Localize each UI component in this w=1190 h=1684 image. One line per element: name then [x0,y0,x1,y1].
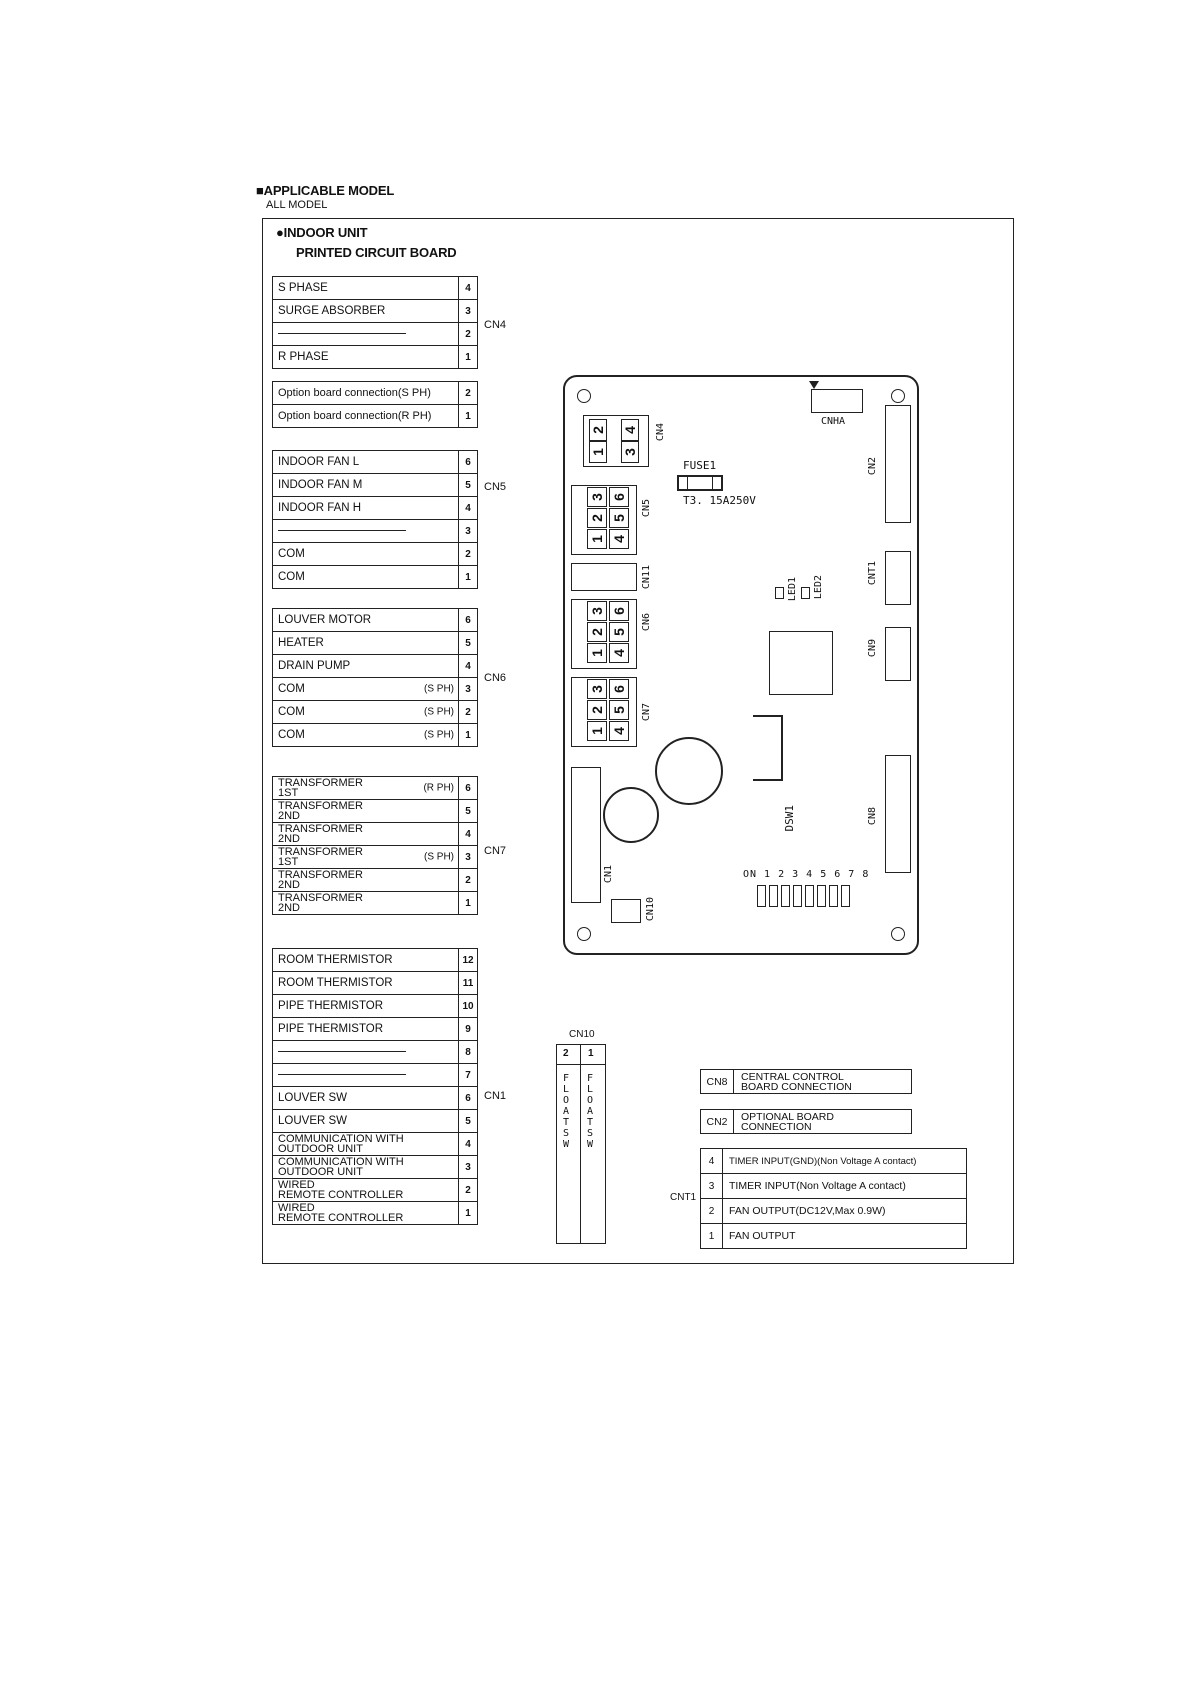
cn7-label-line1: TRANSFORMER [278,846,363,858]
cn1-label-line1: WIRED [278,1202,315,1214]
cn1-table [272,948,478,1225]
fuse-cap-line [687,477,688,489]
option-label: Option board connection(R PH) [273,405,459,428]
unit-subtitle: PRINTED CIRCUIT BOARD [296,245,457,260]
cn5-label: INDOOR FAN H [273,497,459,520]
cn6-pin-box [609,622,629,642]
cn4-row [273,323,478,346]
cn7-pin-number: 5 [610,706,627,714]
cn5-pin-box [609,487,629,507]
cn4-pin-box [589,441,607,463]
cn1-pin: 10 [459,995,478,1018]
cn1-label: ROOM THERMISTOR [273,949,459,972]
cnha-label: CNHA [821,416,846,427]
option-pin: 2 [459,382,478,405]
phase-tag: (S PH) [424,706,454,718]
cn6-label: HEATER [273,632,459,655]
cn7-pin-number: 4 [610,727,627,735]
cn7-label-line1: TRANSFORMER [278,823,363,835]
fuse-component [677,475,723,491]
dip-switch-toggle [793,885,802,907]
cn6-pin: 6 [459,609,478,632]
cn6-pin-box [609,601,629,621]
cn1-cell [273,1156,459,1179]
cn1-empty-label [273,1064,459,1087]
cn7-cell [273,892,459,915]
cn5-table [272,450,478,589]
phase-tag: (R PH) [423,782,454,794]
option-pin: 1 [459,405,478,428]
cn5-pin-number: 3 [588,493,605,501]
fuse-rating: T3. 15A250V [683,494,756,507]
cn4-row [273,300,478,323]
cn1-pin: 5 [459,1110,478,1133]
cn7-pin-box [587,700,607,720]
dip-switch-toggle [805,885,814,907]
cn4-row [273,346,478,369]
cn1-label-line2: REMOTE CONTROLLER [278,1212,404,1224]
cn7-label-line1: TRANSFORMER [278,777,363,789]
pin1-marker-icon [809,381,819,389]
cn7-label-line2: 1ST [278,856,299,868]
cn7-cell [273,823,459,846]
cn5-pin-box [587,529,607,549]
dip-switch-toggle [817,885,826,907]
cn5-pin-box [609,529,629,549]
cn1-pin: 2 [459,1179,478,1202]
cn6-pin-box [587,622,607,642]
cnt1-connector-label: CNT1 [670,1192,697,1203]
cn5-pin: 2 [459,543,478,566]
cn5-pin: 5 [459,474,478,497]
cn5-pin-number: 5 [610,514,627,522]
cn5-pin-number: 4 [610,535,627,543]
cn4-row [273,277,478,300]
mount-hole [891,389,905,403]
mount-hole [577,389,591,403]
cn7-pin: 3 [459,846,478,869]
cn2-desc-line1: OPTIONAL BOARD [741,1111,834,1123]
cn6-pin: 5 [459,632,478,655]
mount-hole [891,927,905,941]
cn7-pin-number: 1 [588,727,605,735]
applicable-model-value: ALL MODEL [266,199,328,211]
cn6-pin: 3 [459,678,478,701]
cn11-board-connector [571,563,637,591]
cn1-label: LOUVER SW [273,1110,459,1133]
cn7-connector-label: CN7 [484,845,507,857]
dip-switch-toggle [829,885,838,907]
cn7-label-line2: 2ND [278,833,301,845]
cn5-pin-box [587,508,607,528]
cn10-divider [580,1045,581,1243]
cn7-pin-box [609,721,629,741]
unused-line [278,1074,406,1075]
cn7-label-line1: TRANSFORMER [278,892,363,904]
cn1-pin: 9 [459,1018,478,1041]
led1-label: LED1 [787,577,798,602]
cn5-pin: 4 [459,497,478,520]
cn7-label-line2: 2ND [278,902,301,914]
cn7-pin-box [609,700,629,720]
phase-tag: (S PH) [424,851,454,863]
cn1-pin: 11 [459,972,478,995]
cn6-connector-label: CN6 [484,672,507,684]
dip-switch [757,885,853,911]
cn7-label-line2: 2ND [278,810,301,822]
cn1-label-line2: OUTDOOR UNIT [278,1166,363,1178]
cn1-pin: 8 [459,1041,478,1064]
cn10-board-connector [611,899,641,923]
cn6-pin-number: 1 [588,649,605,657]
cn4-pin-box [621,441,639,463]
cn7-pin: 2 [459,869,478,892]
cn1-board-connector [571,767,601,903]
unused-line [278,530,406,531]
cn4-pin: 4 [459,277,478,300]
cn5-connector-label: CN5 [484,481,507,493]
cn8-desc [741,1072,852,1092]
cn6-label: COM [278,683,305,695]
cnt1-pin: 1 [701,1224,723,1249]
cn1-empty-label [273,1041,459,1064]
cn4-pin-number: 4 [621,426,638,434]
cn7-pin-box [587,679,607,699]
cn4-pin: 3 [459,300,478,323]
cn5-label: INDOOR FAN L [273,451,459,474]
cn7-pin-number: 6 [610,685,627,693]
fuse-cap-line [712,477,713,489]
mount-hole [577,927,591,941]
cn6-com-cell [273,701,459,724]
dsw1-label: DSW1 [783,805,796,832]
cnt1-board-label: CNT1 [867,561,878,586]
cn2-desc [741,1112,834,1132]
phase-tag: (S PH) [424,729,454,741]
cn7-cell [273,800,459,823]
unit-title: ●INDOOR UNIT [276,225,368,240]
cnt1-board-connector [885,551,911,605]
cn6-pin-box [587,643,607,663]
cn1-label: PIPE THERMISTOR [273,1018,459,1041]
cn10-label: CN10 [569,1029,595,1040]
cn1-label: ROOM THERMISTOR [273,972,459,995]
cn6-label: LOUVER MOTOR [273,609,459,632]
cn5-pin-number: 2 [588,514,605,522]
cn6-pin-number: 2 [588,628,605,636]
led2-label: LED2 [813,575,824,600]
cnt1-label: FAN OUTPUT [723,1224,967,1249]
cn4-pin: 1 [459,346,478,369]
cn1-cell [273,1133,459,1156]
cn1-pin: 12 [459,949,478,972]
microcontroller-chip [769,631,833,695]
cn10-pin: 2 [563,1048,569,1059]
cn7-pin-number: 3 [588,685,605,693]
cn8-board-connector [885,755,911,873]
cn5-pin-number: 1 [588,535,605,543]
cn5-pin: 3 [459,520,478,543]
cn4-pin-number: 2 [589,426,606,434]
cn8-info-box [700,1069,912,1094]
cn5-board-label: CN5 [641,499,652,518]
cn9-board-label: CN9 [867,639,878,658]
cn6-pin: 1 [459,724,478,747]
cn5-empty-label [273,520,459,543]
cn8-desc-line1: CENTRAL CONTROL [741,1071,844,1083]
cn10-header-line [557,1064,605,1065]
cn6-table [272,608,478,747]
cnt1-label: TIMER INPUT(Non Voltage A contact) [723,1174,967,1199]
cn6-pin: 4 [459,655,478,678]
fuse-label: FUSE1 [683,459,717,472]
cn7-label-line1: TRANSFORMER [278,800,363,812]
cnt1-label: FAN OUTPUT(DC12V,Max 0.9W) [723,1199,967,1224]
dsw1-position-numbers: ON 1 2 3 4 5 6 7 8 [743,869,870,880]
cn2-info-box [700,1109,912,1134]
cn6-pin-box [587,601,607,621]
cn7-pin-box [587,721,607,741]
cn4-connector-label: CN4 [484,319,507,331]
cn4-table [272,276,478,369]
cn5-pin: 1 [459,566,478,589]
cn6-pin: 2 [459,701,478,724]
phase-tag: (S PH) [424,683,454,695]
cn5-pin-box [587,487,607,507]
cn4-pin-number: 1 [589,448,606,456]
cn1-label: PIPE THERMISTOR [273,995,459,1018]
dip-switch-toggle [841,885,850,907]
cn1-label-line1: COMMUNICATION WITH [278,1133,404,1145]
cn4-label: S PHASE [273,277,459,300]
cn9-board-connector [885,627,911,681]
dip-switch-toggle [757,885,766,907]
unused-line [278,333,406,334]
cn10-board-label: CN10 [645,897,656,922]
cn1-pin: 1 [459,1202,478,1225]
unused-line [278,1051,406,1052]
cn5-label: COM [273,566,459,589]
cn4-board-label: CN4 [655,423,666,442]
cn5-pin: 6 [459,451,478,474]
cn1-label-line2: OUTDOOR UNIT [278,1143,363,1155]
cn7-pin-box [609,679,629,699]
cn1-pin: 4 [459,1133,478,1156]
buzzer-component [603,787,659,843]
pcb-board [563,375,919,955]
led-icon [775,587,784,599]
cnt1-pin: 4 [701,1149,723,1174]
float-sw-label: FLOAT SW [563,1073,570,1150]
cn1-board-label: CN1 [603,865,614,884]
cnt1-pin: 3 [701,1174,723,1199]
applicable-model-heading: ■APPLICABLE MODEL [256,183,395,198]
cn6-pin-number: 5 [610,628,627,636]
cn6-pin-number: 4 [610,649,627,657]
cn10-pin: 1 [588,1048,594,1059]
cn4-label: R PHASE [273,346,459,369]
cn5-label: INDOOR FAN M [273,474,459,497]
cn6-com-cell [273,678,459,701]
cn11-board-label: CN11 [641,565,652,590]
cnt1-label: TIMER INPUT(GND)(Non Voltage A contact) [723,1149,967,1174]
cn1-pin: 3 [459,1156,478,1179]
cn2-key: CN2 [701,1110,734,1133]
capacitor-component [655,737,723,805]
cn5-label: COM [273,543,459,566]
cn4-pin-box [589,419,607,441]
cn4-pin: 2 [459,323,478,346]
cn7-pin-number: 2 [588,706,605,714]
option-board-table [272,381,478,428]
cn10-box [556,1044,606,1244]
cn7-label-line1: TRANSFORMER [278,869,363,881]
cn8-board-label: CN8 [867,807,878,826]
cn7-pin: 5 [459,800,478,823]
cn7-pin: 4 [459,823,478,846]
cn4-pin-number: 3 [621,448,638,456]
cn5-pin-number: 6 [610,493,627,501]
cn2-board-connector [885,405,911,523]
cn8-key: CN8 [701,1070,734,1093]
cn1-pin: 6 [459,1087,478,1110]
float-sw-label: FLOAT SW [587,1073,594,1150]
cnt1-pin: 2 [701,1199,723,1224]
cn7-cell [273,869,459,892]
cn7-pin: 1 [459,892,478,915]
cn1-label-line2: REMOTE CONTROLLER [278,1189,404,1201]
cn2-desc-line2: CONNECTION [741,1121,812,1133]
cn1-connector-label: CN1 [484,1090,507,1102]
cn1-label-line1: COMMUNICATION WITH [278,1156,404,1168]
cn2-board-label: CN2 [867,457,878,476]
cn6-label: COM [278,729,305,741]
cn8-desc-line2: BOARD CONNECTION [741,1081,852,1093]
cn4-pin-box [621,419,639,441]
cnha-connector [811,389,863,413]
cn7-label-line2: 1ST [278,787,299,799]
cn6-pin-number: 6 [610,607,627,615]
cn6-label: COM [278,706,305,718]
cn1-pin: 7 [459,1064,478,1087]
cn7-pin: 6 [459,777,478,800]
cn1-cell [273,1202,459,1225]
cn6-pin-box [609,643,629,663]
cn7-label-line2: 2ND [278,879,301,891]
cn7-cell [273,777,459,800]
cn7-cell [273,846,459,869]
cn1-cell [273,1179,459,1202]
cnt1-table [700,1148,967,1249]
cn6-label: DRAIN PUMP [273,655,459,678]
heatsink-component [753,715,783,781]
cn7-board-label: CN7 [641,703,652,722]
cn6-pin-number: 3 [588,607,605,615]
cn4-empty-label [273,323,459,346]
cn1-label: LOUVER SW [273,1087,459,1110]
cn1-label-line1: WIRED [278,1179,315,1191]
cn5-pin-box [609,508,629,528]
dip-switch-toggle [781,885,790,907]
cn6-board-label: CN6 [641,613,652,632]
cn7-table [272,776,478,915]
option-label: Option board connection(S PH) [273,382,459,405]
cn4-label: SURGE ABSORBER [273,300,459,323]
led-icon [801,587,810,599]
dip-switch-toggle [769,885,778,907]
cn6-com-cell [273,724,459,747]
